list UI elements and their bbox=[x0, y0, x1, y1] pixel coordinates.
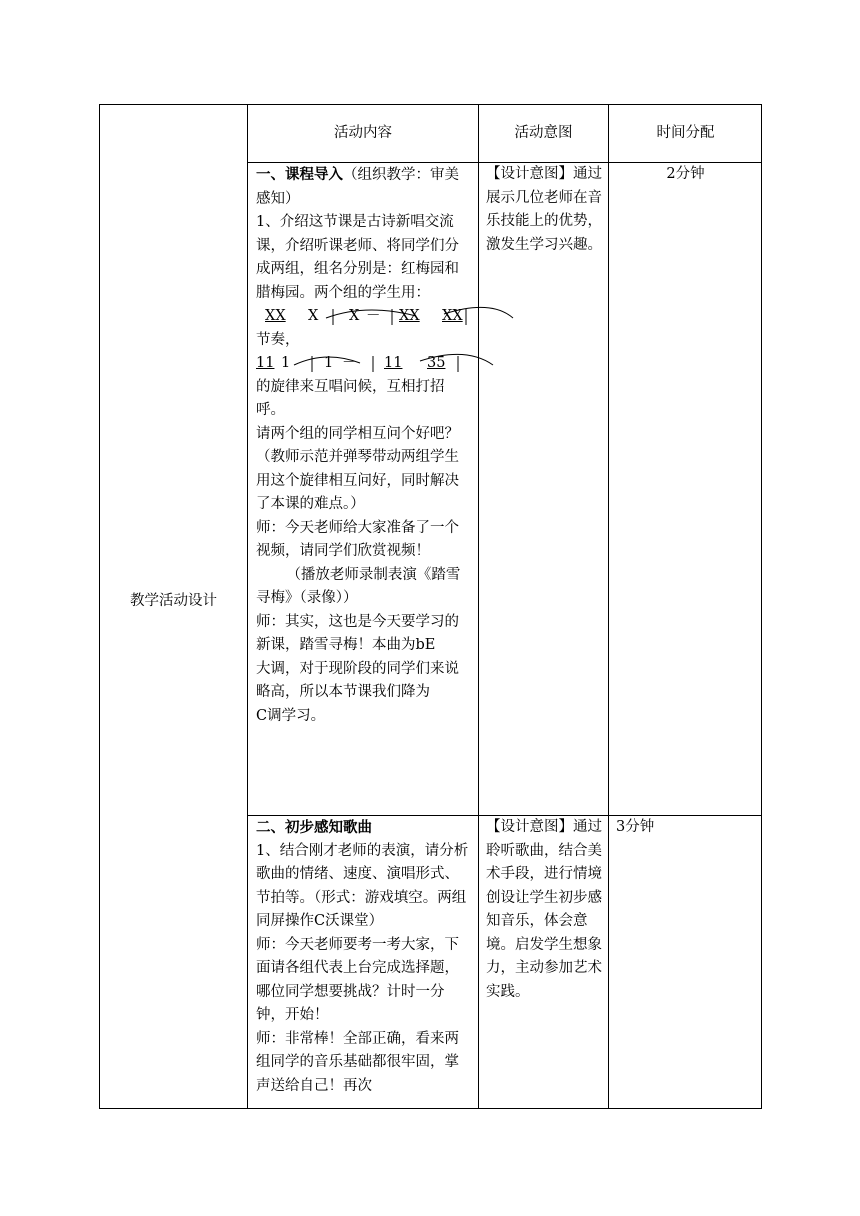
rhythm-dash: － bbox=[366, 308, 381, 324]
row1-paragraph: 的旋律来互唱问候，互相打招呼。 bbox=[256, 378, 445, 418]
row1-heading-bold: 一、课程导入 bbox=[256, 166, 343, 183]
row2-heading: 二、初步感知歌曲 bbox=[256, 819, 372, 836]
melody-note: 35 bbox=[427, 355, 446, 371]
melody-note: 11 bbox=[256, 355, 275, 371]
melody-note: 1 bbox=[324, 355, 334, 371]
row1-intent: 【设计意图】通过展示几位老师在音乐技能上的优势，激发生学习兴趣。 bbox=[486, 166, 602, 253]
rhythm-note: XX bbox=[265, 308, 286, 324]
row2-paragraph: 1、结合刚才老师的表演，请分析歌曲的情绪、速度、演唱形式、节拍等。（形式：游戏填空。两组同屏操作C沃课堂） bbox=[256, 842, 469, 929]
row1-heading-rest: （组织教学：审美感知） bbox=[256, 167, 459, 207]
row1-heading bbox=[256, 163, 472, 211]
row1-paragraph: 请两个组的同学相互问个好吧？（教师示范并弹琴带动两组学生用这个旋律相互问好，同时解决了本课的难点。） bbox=[256, 425, 459, 512]
header-intent: 活动意图 bbox=[514, 125, 573, 141]
header-content: 活动内容 bbox=[334, 125, 392, 141]
melody-dash: － bbox=[342, 355, 357, 371]
row1-paragraph: 师：其实，这也是今天要学习的新课，踏雪寻梅！本曲为bE bbox=[256, 613, 459, 653]
row1-paragraph: C调学习。 bbox=[256, 707, 326, 724]
rhythm-note: X bbox=[349, 308, 360, 324]
row1-paragraph: 节奏， bbox=[256, 331, 300, 348]
row1-time: 2分钟 bbox=[666, 166, 705, 182]
section-label: 教学活动设计 bbox=[130, 593, 217, 609]
row1-paragraph: 1、介绍这节课是古诗新唱交流课，介绍听课老师、将同学们分成两组，组名分别是：红梅园和腊梅园。两个组的学生用： bbox=[256, 214, 459, 301]
row2-content bbox=[256, 816, 472, 1098]
row1-paragraph: （播放老师录制表演《踏雪寻梅》（录像）） bbox=[256, 566, 461, 606]
rhythm-note: XX bbox=[442, 308, 463, 324]
lesson-plan-table bbox=[99, 104, 762, 1109]
melody-note: 1 bbox=[281, 355, 291, 371]
melody-notation bbox=[256, 352, 472, 376]
melody-note: 11 bbox=[384, 355, 403, 371]
rhythm-note: X bbox=[308, 308, 319, 324]
rhythm-slurs bbox=[256, 305, 516, 329]
row2-time: 3分钟 bbox=[616, 819, 655, 835]
row2-paragraph: 师：非常棒！全部正确，看来两组同学的音乐基础都很牢固，掌声送给自己！再次 bbox=[256, 1030, 459, 1094]
row2-paragraph: 师：今天老师要考一考大家，下面请各组代表上台完成选择题，哪位同学想要挑战？计时一分钟，开始！ bbox=[256, 936, 459, 1023]
row1-paragraph: 大调，对于现阶段的同学们来说略高，所以本节课我们降为 bbox=[256, 660, 459, 700]
header-time: 时间分配 bbox=[656, 125, 715, 141]
row2-intent: 【设计意图】通过聆听歌曲，结合美术手段，进行情境创设让学生初步感知音乐，体会意境。启发学生想象力，主动参加艺术实践。 bbox=[486, 819, 602, 1000]
column-divider bbox=[247, 105, 248, 1108]
rhythm-note: XX bbox=[399, 308, 420, 324]
row1-paragraph: 师：今天老师给大家准备了一个视频，请同学们欣赏视频！ bbox=[256, 519, 459, 559]
row1-content bbox=[256, 163, 472, 728]
rhythm-notation bbox=[256, 305, 472, 329]
column-divider bbox=[608, 105, 609, 1108]
column-divider bbox=[478, 105, 479, 1108]
